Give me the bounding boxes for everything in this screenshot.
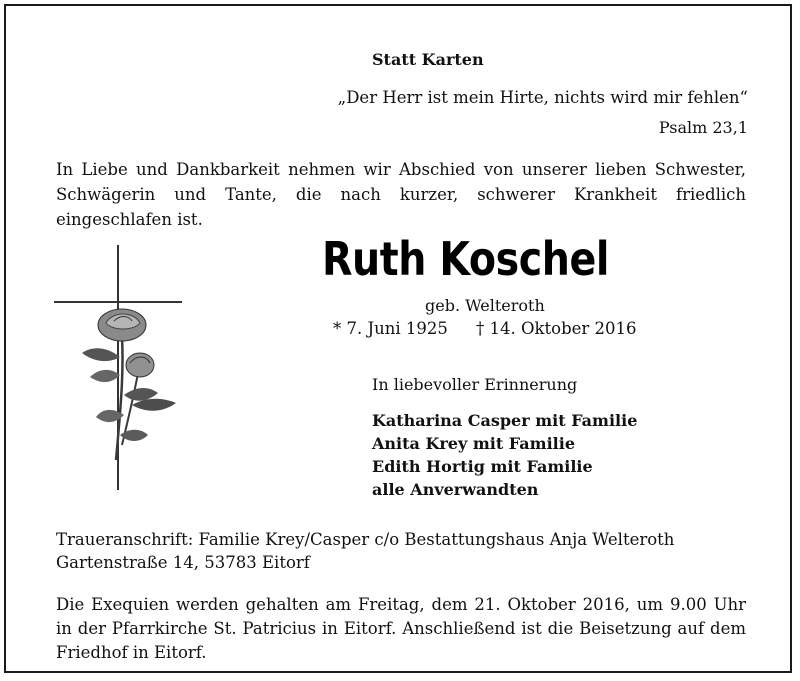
deceased-name: Ruth Koschel	[322, 232, 610, 286]
funeral-info: Die Exequien werden gehalten am Freitag, dem 21. Oktober 2016, um 9.00 Uhr in der Pfarrkirche St. Patricius in Eitorf. Anschließend ist die Beisetzung auf dem Friedhof in Eitorf.	[56, 595, 746, 662]
mourners-list	[372, 409, 637, 501]
bible-quote: „Der Herr ist mein Hirte, nichts wird mir fehlen“	[337, 88, 748, 107]
notice-heading: Statt Karten	[372, 50, 484, 69]
mourner-item: Katharina Casper mit Familie	[372, 411, 638, 430]
mourning-address	[56, 528, 674, 574]
cross-with-rose-icon	[50, 245, 190, 495]
quote-source: Psalm 23,1	[658, 118, 748, 137]
mourner-item: alle Anverwandten	[372, 480, 539, 499]
address-line: Traueranschrift: Familie Krey/Casper c/o Bestattungshaus Anja Welteroth	[56, 530, 675, 549]
birth-date: * 7. Juni 1925	[333, 319, 448, 338]
memory-line: In liebevoller Erinnerung	[372, 375, 578, 394]
mourner-item: Edith Hortig mit Familie	[372, 457, 593, 476]
death-date: † 14. Oktober 2016	[476, 319, 637, 338]
address-line: Gartenstraße 14, 53783 Eitorf	[56, 553, 310, 572]
mourner-item: Anita Krey mit Familie	[372, 434, 575, 453]
intro-text: In Liebe und Dankbarkeit nehmen wir Abschied von unserer lieben Schwester, Schwägerin und Tante, die nach kurzer, schwerer Krankheit friedlich eingeschlafen ist.	[56, 160, 746, 229]
birth-name: geb. Welteroth	[425, 296, 545, 315]
